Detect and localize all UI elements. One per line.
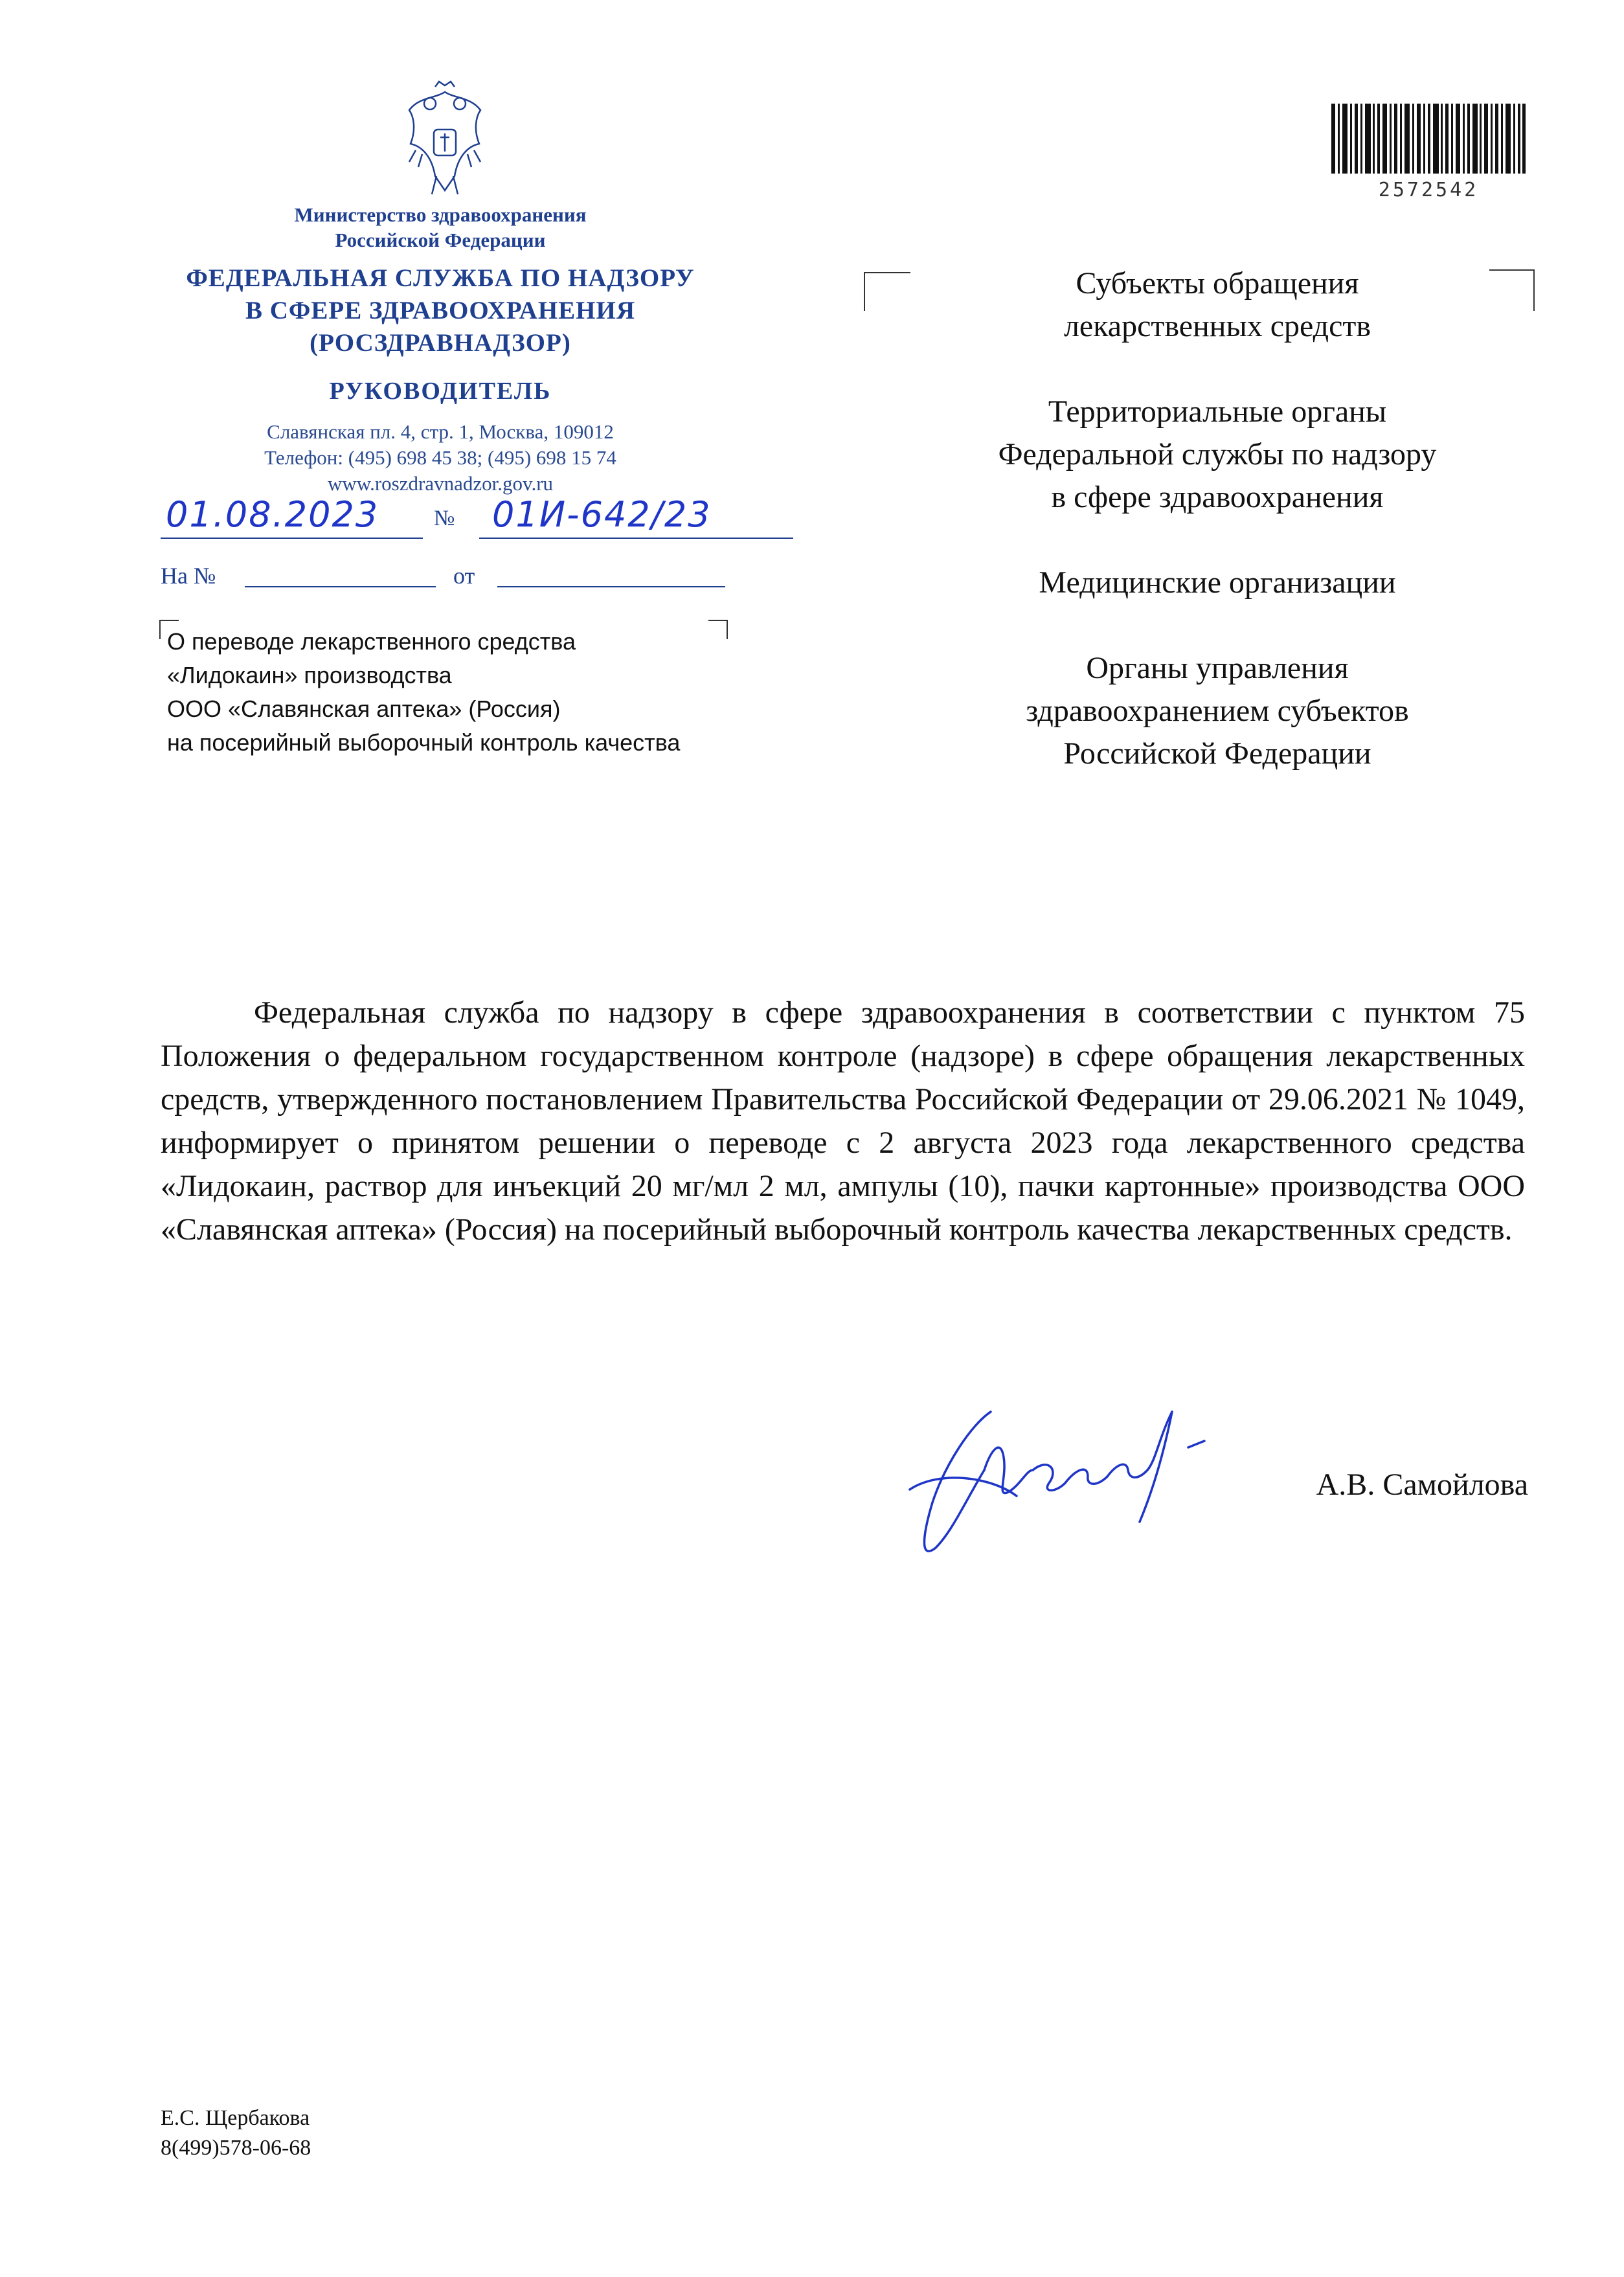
subject-line: на посерийный выборочный контроль качества <box>167 729 681 756</box>
ministry-name <box>162 202 719 253</box>
barcode-number: 2572542 <box>1378 179 1479 201</box>
head-title: РУКОВОДИТЕЛЬ <box>329 378 552 405</box>
registration-number: 01И-642/23 <box>492 494 712 535</box>
addressee <box>907 262 1528 348</box>
addressee-line: Федеральной службы по надзору <box>998 437 1437 471</box>
barcode-icon <box>1331 104 1526 174</box>
addressee-line: лекарственных средств <box>1063 309 1371 343</box>
addressee-line: Территориальные органы <box>1048 394 1387 429</box>
body-paragraph: Федеральная служба по надзору в сфере здравоохранения в соответствии с пунктом 75 Положения о федеральном государственном контроле (надзоре) в сфере обращения лекарственных средств, утвержденного постановлением Правительства Российской Федерации от 29.06.2021 № 1049, информирует о принятом решении о переводе с 2 августа 2023 года лекарственного средства «Лидокаин, раствор для инъекций 20 мг/мл 2 мл, ампулы (10), пачки картонные» производства ООО «Славянская аптека» (Россия) на посерийный выборочный контроль качества лекарственных средств. <box>161 995 1525 1247</box>
registration-date-field <box>161 492 423 539</box>
executor-phone: 8(499)578-06-68 <box>161 2136 311 2160</box>
phone: Телефон: (495) 698 45 38; (495) 698 15 74 <box>264 446 616 469</box>
address: Славянская пл. 4, стр. 1, Москва, 109012 <box>267 420 614 443</box>
ministry-line: Министерство здравоохранения <box>294 203 587 226</box>
service-line: В СФЕРЕ ЗДРАВООХРАНЕНИЯ <box>245 297 636 324</box>
number-label: № <box>434 506 455 530</box>
subject-line: «Лидокаин» производства <box>167 662 452 688</box>
subject-line: ООО «Славянская аптека» (Россия) <box>167 696 561 722</box>
addressee-line: Органы управления <box>1086 651 1349 685</box>
ministry-line: Российской Федерации <box>335 229 546 251</box>
handwritten-signature-icon <box>894 1373 1243 1561</box>
service-line: (РОСЗДРАВНАДЗОР) <box>310 329 571 357</box>
addressee-line: Медицинские организации <box>1039 565 1396 600</box>
website: www.roszdravnadzor.gov.ru <box>327 472 554 495</box>
registration-date: 01.08.2023 <box>166 494 379 535</box>
state-emblem-icon <box>396 79 493 202</box>
subject <box>167 625 789 760</box>
addressee-line: в сфере здравоохранения <box>1051 480 1384 514</box>
reference-label: На № <box>161 563 216 589</box>
reference-number-line <box>245 586 436 587</box>
executor-block <box>161 2103 311 2163</box>
contact-block <box>162 419 719 497</box>
addressee-block <box>907 262 1528 818</box>
executor-name: Е.С. Щербакова <box>161 2106 310 2130</box>
addressee-line: Российской Федерации <box>1063 736 1371 771</box>
addressee-line: Субъекты обращения <box>1076 266 1359 300</box>
addressee <box>907 561 1528 604</box>
addressee <box>907 647 1528 775</box>
service-name <box>130 262 751 359</box>
subject-line: О переводе лекарственного средства <box>167 628 576 655</box>
addressee-line: здравоохранением субъектов <box>1026 694 1409 728</box>
registration-number-field <box>479 492 793 539</box>
reference-date-line <box>497 586 725 587</box>
service-line: ФЕДЕРАЛЬНАЯ СЛУЖБА ПО НАДЗОРУ <box>186 264 695 292</box>
signer-name: А.В. Самойлова <box>1316 1467 1528 1502</box>
addressee-corner-left <box>864 272 910 311</box>
reference-from-label: от <box>453 563 475 589</box>
addressee <box>907 391 1528 519</box>
